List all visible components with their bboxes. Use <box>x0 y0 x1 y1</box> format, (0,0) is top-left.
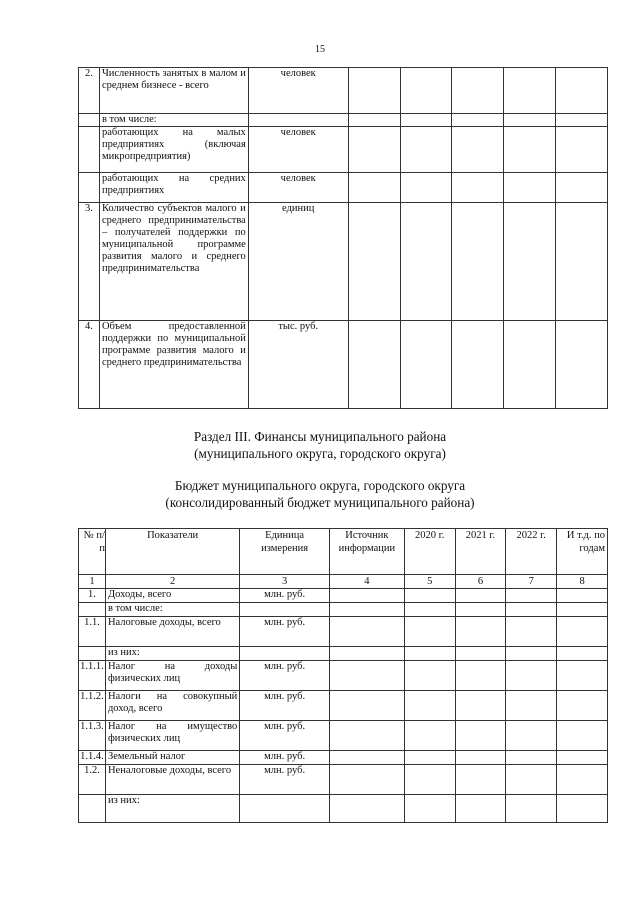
unit-cell: единиц <box>248 203 348 321</box>
value-cell <box>400 203 452 321</box>
page-number: 15 <box>315 44 325 55</box>
value-cell <box>452 127 504 173</box>
value-cell <box>404 589 455 603</box>
value-cell <box>329 589 404 603</box>
unit-cell <box>240 647 330 661</box>
budget-heading-line: (консолидированный бюджет муниципального района) <box>165 495 475 510</box>
value-cell <box>452 114 504 127</box>
unit-cell: тыс. руб. <box>248 321 348 409</box>
unit-cell: млн. руб. <box>240 691 330 721</box>
value-cell <box>455 691 506 721</box>
value-cell <box>556 127 608 173</box>
indicator-name: Численность занятых в малом и среднем бизнесе - всего <box>99 68 248 114</box>
value-cell <box>504 173 556 203</box>
value-cell <box>404 751 455 765</box>
indicator-name: Объем предоставленной поддержки по муниципальной программе развития малого и среднего предпринимательства <box>99 321 248 409</box>
value-cell <box>557 661 608 691</box>
row-number <box>79 647 106 661</box>
row-number <box>79 173 100 203</box>
indicator-name: Земельный налог <box>105 751 239 765</box>
value-cell <box>506 721 557 751</box>
value-cell <box>455 751 506 765</box>
section-heading <box>0 428 640 462</box>
value-cell <box>404 691 455 721</box>
value-cell <box>557 721 608 751</box>
value-cell <box>455 589 506 603</box>
table-row <box>79 589 608 603</box>
unit-cell <box>240 795 330 823</box>
value-cell <box>452 68 504 114</box>
indicator-name: работающих на средних предприятиях <box>99 173 248 203</box>
value-cell <box>506 751 557 765</box>
value-cell <box>404 603 455 617</box>
value-cell <box>506 691 557 721</box>
table-row <box>79 721 608 751</box>
table-row <box>79 647 608 661</box>
column-index: 2 <box>105 575 239 589</box>
header-etc: И т.д. по годам <box>557 529 608 575</box>
row-number: 3. <box>79 203 100 321</box>
unit-cell <box>248 114 348 127</box>
value-cell <box>329 647 404 661</box>
section-heading-line: (муниципального округа, городского округа) <box>194 446 446 461</box>
row-number: 1.1.4. <box>79 751 106 765</box>
indicator-name: Налоги на совокупный доход, всего <box>105 691 239 721</box>
header-year-2021: 2021 г. <box>455 529 506 575</box>
row-number: 1.1. <box>79 617 106 647</box>
column-index: 4 <box>329 575 404 589</box>
value-cell <box>455 603 506 617</box>
row-number: 1.1.3. <box>79 721 106 751</box>
header-unit: Единица измерения <box>240 529 330 575</box>
table-row <box>79 603 608 617</box>
value-cell <box>400 321 452 409</box>
value-cell <box>452 321 504 409</box>
employment-table <box>78 67 608 409</box>
budget-table <box>78 528 608 823</box>
table-row <box>79 203 608 321</box>
table-row <box>79 617 608 647</box>
budget-heading <box>0 477 640 511</box>
row-number <box>79 127 100 173</box>
budget-heading-line: Бюджет муниципального округа, городского округа <box>174 478 466 493</box>
unit-cell: млн. руб. <box>240 721 330 751</box>
row-number: 1. <box>79 589 106 603</box>
header-num: № п/п <box>79 529 106 575</box>
column-index: 5 <box>404 575 455 589</box>
section-heading-line: Раздел III. Финансы муниципального района <box>193 429 447 444</box>
indicator-name: Налоговые доходы, всего <box>105 617 239 647</box>
indicator-name: работающих на малых предприятиях (включая микропредприятия) <box>99 127 248 173</box>
unit-cell: млн. руб. <box>240 765 330 795</box>
value-cell <box>504 114 556 127</box>
value-cell <box>557 691 608 721</box>
header-year-2020: 2020 г. <box>404 529 455 575</box>
value-cell <box>404 721 455 751</box>
table-row <box>79 68 608 114</box>
value-cell <box>455 617 506 647</box>
value-cell <box>506 617 557 647</box>
value-cell <box>400 68 452 114</box>
value-cell <box>506 647 557 661</box>
unit-cell: человек <box>248 68 348 114</box>
value-cell <box>452 173 504 203</box>
row-number: 2. <box>79 68 100 114</box>
value-cell <box>329 617 404 647</box>
value-cell <box>404 617 455 647</box>
column-index: 1 <box>79 575 106 589</box>
value-cell <box>504 321 556 409</box>
value-cell <box>557 765 608 795</box>
unit-cell <box>240 603 330 617</box>
unit-cell: человек <box>248 173 348 203</box>
value-cell <box>455 765 506 795</box>
value-cell <box>348 173 400 203</box>
table-row <box>79 765 608 795</box>
indicator-name: в том числе: <box>105 603 239 617</box>
row-number: 1.2. <box>79 765 106 795</box>
row-number: 1.1.2. <box>79 691 106 721</box>
value-cell <box>348 127 400 173</box>
table-row <box>79 127 608 173</box>
value-cell <box>329 691 404 721</box>
header-year-2022: 2022 г. <box>506 529 557 575</box>
value-cell <box>348 114 400 127</box>
indicator-name: в том числе: <box>99 114 248 127</box>
indicator-name: Количество субъектов малого и среднего предпринимательства – получателей поддержки по муниципальной программе развития малого и среднего предпринимательства <box>99 203 248 321</box>
value-cell <box>404 795 455 823</box>
value-cell <box>348 203 400 321</box>
table-row <box>79 691 608 721</box>
indicator-name: Налог на доходы физических лиц <box>105 661 239 691</box>
row-number: 1.1.1. <box>79 661 106 691</box>
value-cell <box>504 127 556 173</box>
value-cell <box>556 173 608 203</box>
value-cell <box>557 751 608 765</box>
value-cell <box>506 661 557 691</box>
value-cell <box>506 795 557 823</box>
table-row <box>79 321 608 409</box>
column-index-row <box>79 575 608 589</box>
column-index: 8 <box>557 575 608 589</box>
value-cell <box>504 203 556 321</box>
value-cell <box>329 603 404 617</box>
column-index: 6 <box>455 575 506 589</box>
value-cell <box>556 203 608 321</box>
table-row <box>79 173 608 203</box>
table-row <box>79 751 608 765</box>
header-indicator: Показатели <box>105 529 239 575</box>
value-cell <box>556 114 608 127</box>
indicator-name: из них: <box>105 647 239 661</box>
value-cell <box>557 617 608 647</box>
value-cell <box>404 647 455 661</box>
value-cell <box>506 765 557 795</box>
value-cell <box>557 795 608 823</box>
value-cell <box>329 661 404 691</box>
value-cell <box>329 721 404 751</box>
value-cell <box>329 765 404 795</box>
header-source: Источник информации <box>329 529 404 575</box>
value-cell <box>506 589 557 603</box>
value-cell <box>506 603 557 617</box>
value-cell <box>556 68 608 114</box>
row-number <box>79 114 100 127</box>
table-header-row <box>79 529 608 575</box>
value-cell <box>400 114 452 127</box>
unit-cell: человек <box>248 127 348 173</box>
value-cell <box>348 321 400 409</box>
value-cell <box>455 795 506 823</box>
indicator-name: Неналоговые доходы, всего <box>105 765 239 795</box>
value-cell <box>455 721 506 751</box>
table-row <box>79 661 608 691</box>
value-cell <box>504 68 556 114</box>
value-cell <box>348 68 400 114</box>
unit-cell: млн. руб. <box>240 661 330 691</box>
indicator-name: Налог на имущество физических лиц <box>105 721 239 751</box>
value-cell <box>400 127 452 173</box>
value-cell <box>556 321 608 409</box>
column-index: 3 <box>240 575 330 589</box>
table-row <box>79 795 608 823</box>
value-cell <box>557 647 608 661</box>
value-cell <box>400 173 452 203</box>
value-cell <box>329 795 404 823</box>
unit-cell: млн. руб. <box>240 617 330 647</box>
value-cell <box>404 765 455 795</box>
value-cell <box>557 589 608 603</box>
unit-cell: млн. руб. <box>240 751 330 765</box>
table-row <box>79 114 608 127</box>
value-cell <box>404 661 455 691</box>
column-index: 7 <box>506 575 557 589</box>
value-cell <box>455 661 506 691</box>
row-number <box>79 603 106 617</box>
row-number <box>79 795 106 823</box>
value-cell <box>455 647 506 661</box>
value-cell <box>452 203 504 321</box>
indicator-name: из них: <box>105 795 239 823</box>
value-cell <box>557 603 608 617</box>
indicator-name: Доходы, всего <box>105 589 239 603</box>
unit-cell: млн. руб. <box>240 589 330 603</box>
value-cell <box>329 751 404 765</box>
row-number: 4. <box>79 321 100 409</box>
